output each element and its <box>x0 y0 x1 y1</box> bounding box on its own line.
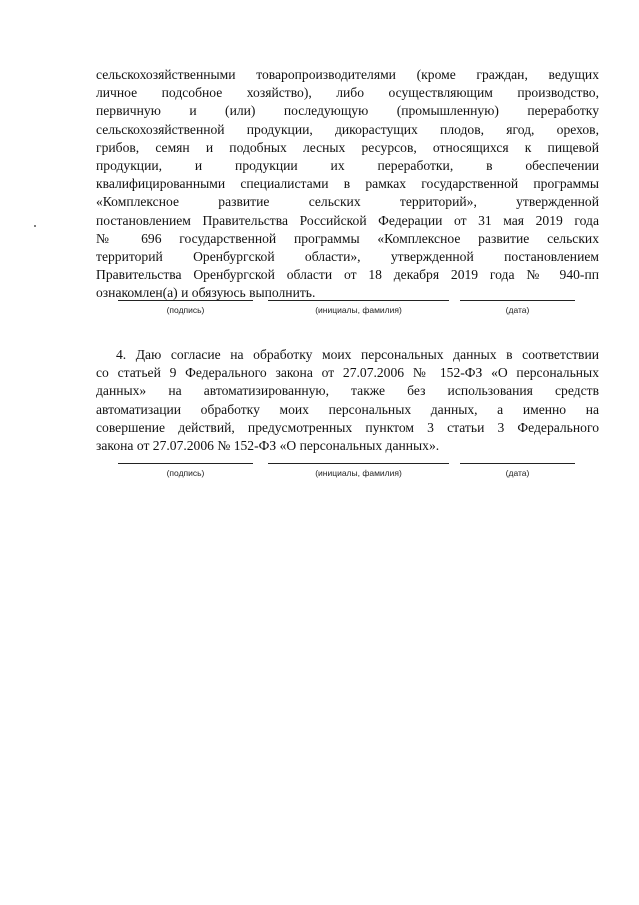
name-slot <box>268 300 449 315</box>
paragraph-line: закона от 27.07.2006 № 152-ФЗ «О персональных данных». <box>96 437 440 453</box>
date-field[interactable] <box>460 463 575 464</box>
date-field[interactable] <box>460 300 575 301</box>
name-caption: (инициалы, фамилия) <box>315 305 402 315</box>
paragraph-line: со статьей 9 Федерального закона от 27.07.2006 № 152-ФЗ «О персональных <box>96 365 599 381</box>
date-caption: (дата) <box>505 468 530 478</box>
signature-slot <box>118 463 253 478</box>
signature-caption: (подпись) <box>166 468 205 478</box>
signature-field[interactable] <box>118 463 253 464</box>
paragraph-line: автоматизации обработку моих персональных данных, а именно на <box>96 401 599 417</box>
paragraph-line: 4. Даю согласие на обработку моих персональных данных в соответствии <box>116 347 599 362</box>
date-slot <box>460 300 575 315</box>
paragraph-line: постановлением Правительства Российской Федерации от 31 мая 2019 года <box>96 212 599 228</box>
paragraph-line: ознакомлен(а) и обязуюсь выполнить. <box>96 285 316 301</box>
name-slot <box>268 463 449 478</box>
paragraph-line: данных» на автоматизированную, также без использования средств <box>96 383 599 399</box>
paragraph-line: сельскохозяйственной продукции, дикорастущих плодов, ягод, орехов, <box>96 121 599 137</box>
paragraph-line: «Комплексное развитие сельских территорий», утвержденной <box>96 194 599 210</box>
signature-field[interactable] <box>118 300 253 301</box>
paragraph-line: Правительства Оренбургской области от 18 декабря 2019 года № 940-пп <box>96 267 599 283</box>
personal-data-consent-paragraph <box>96 346 599 455</box>
paragraph-line: квалифицированными специалистами в рамках государственной программы <box>96 176 599 192</box>
signature-caption: (подпись) <box>166 305 205 315</box>
paragraph-line: личное подсобное хозяйство), либо осуществляющим производство, <box>96 85 599 101</box>
paragraph-line: № 696 государственной программы «Комплексное развитие сельских <box>96 230 599 246</box>
signature-slot <box>118 300 253 315</box>
signature-block-2 <box>0 463 639 493</box>
paragraph-line: первичную и (или) последующую (промышленную) переработку <box>96 103 599 119</box>
name-field[interactable] <box>268 463 449 464</box>
date-slot <box>460 463 575 478</box>
signature-block-1 <box>0 300 639 330</box>
name-field[interactable] <box>268 300 449 301</box>
paragraph-line: совершение действий, предусмотренных пунктом 3 статьи 3 Федерального <box>96 419 599 435</box>
date-caption: (дата) <box>505 305 530 315</box>
paragraph-line: сельскохозяйственными товаропроизводителями (кроме граждан, ведущих <box>96 67 599 82</box>
scan-speck <box>34 225 36 227</box>
consent-program-paragraph <box>96 66 599 302</box>
name-caption: (инициалы, фамилия) <box>315 468 402 478</box>
paragraph-line: продукции, и продукции их переработки, в обеспечении <box>96 157 599 173</box>
paragraph-line: территорий Оренбургской области», утвержденной постановлением <box>96 248 599 264</box>
paragraph-line: грибов, семян и подобных лесных ресурсов, относящихся к пищевой <box>96 139 599 155</box>
